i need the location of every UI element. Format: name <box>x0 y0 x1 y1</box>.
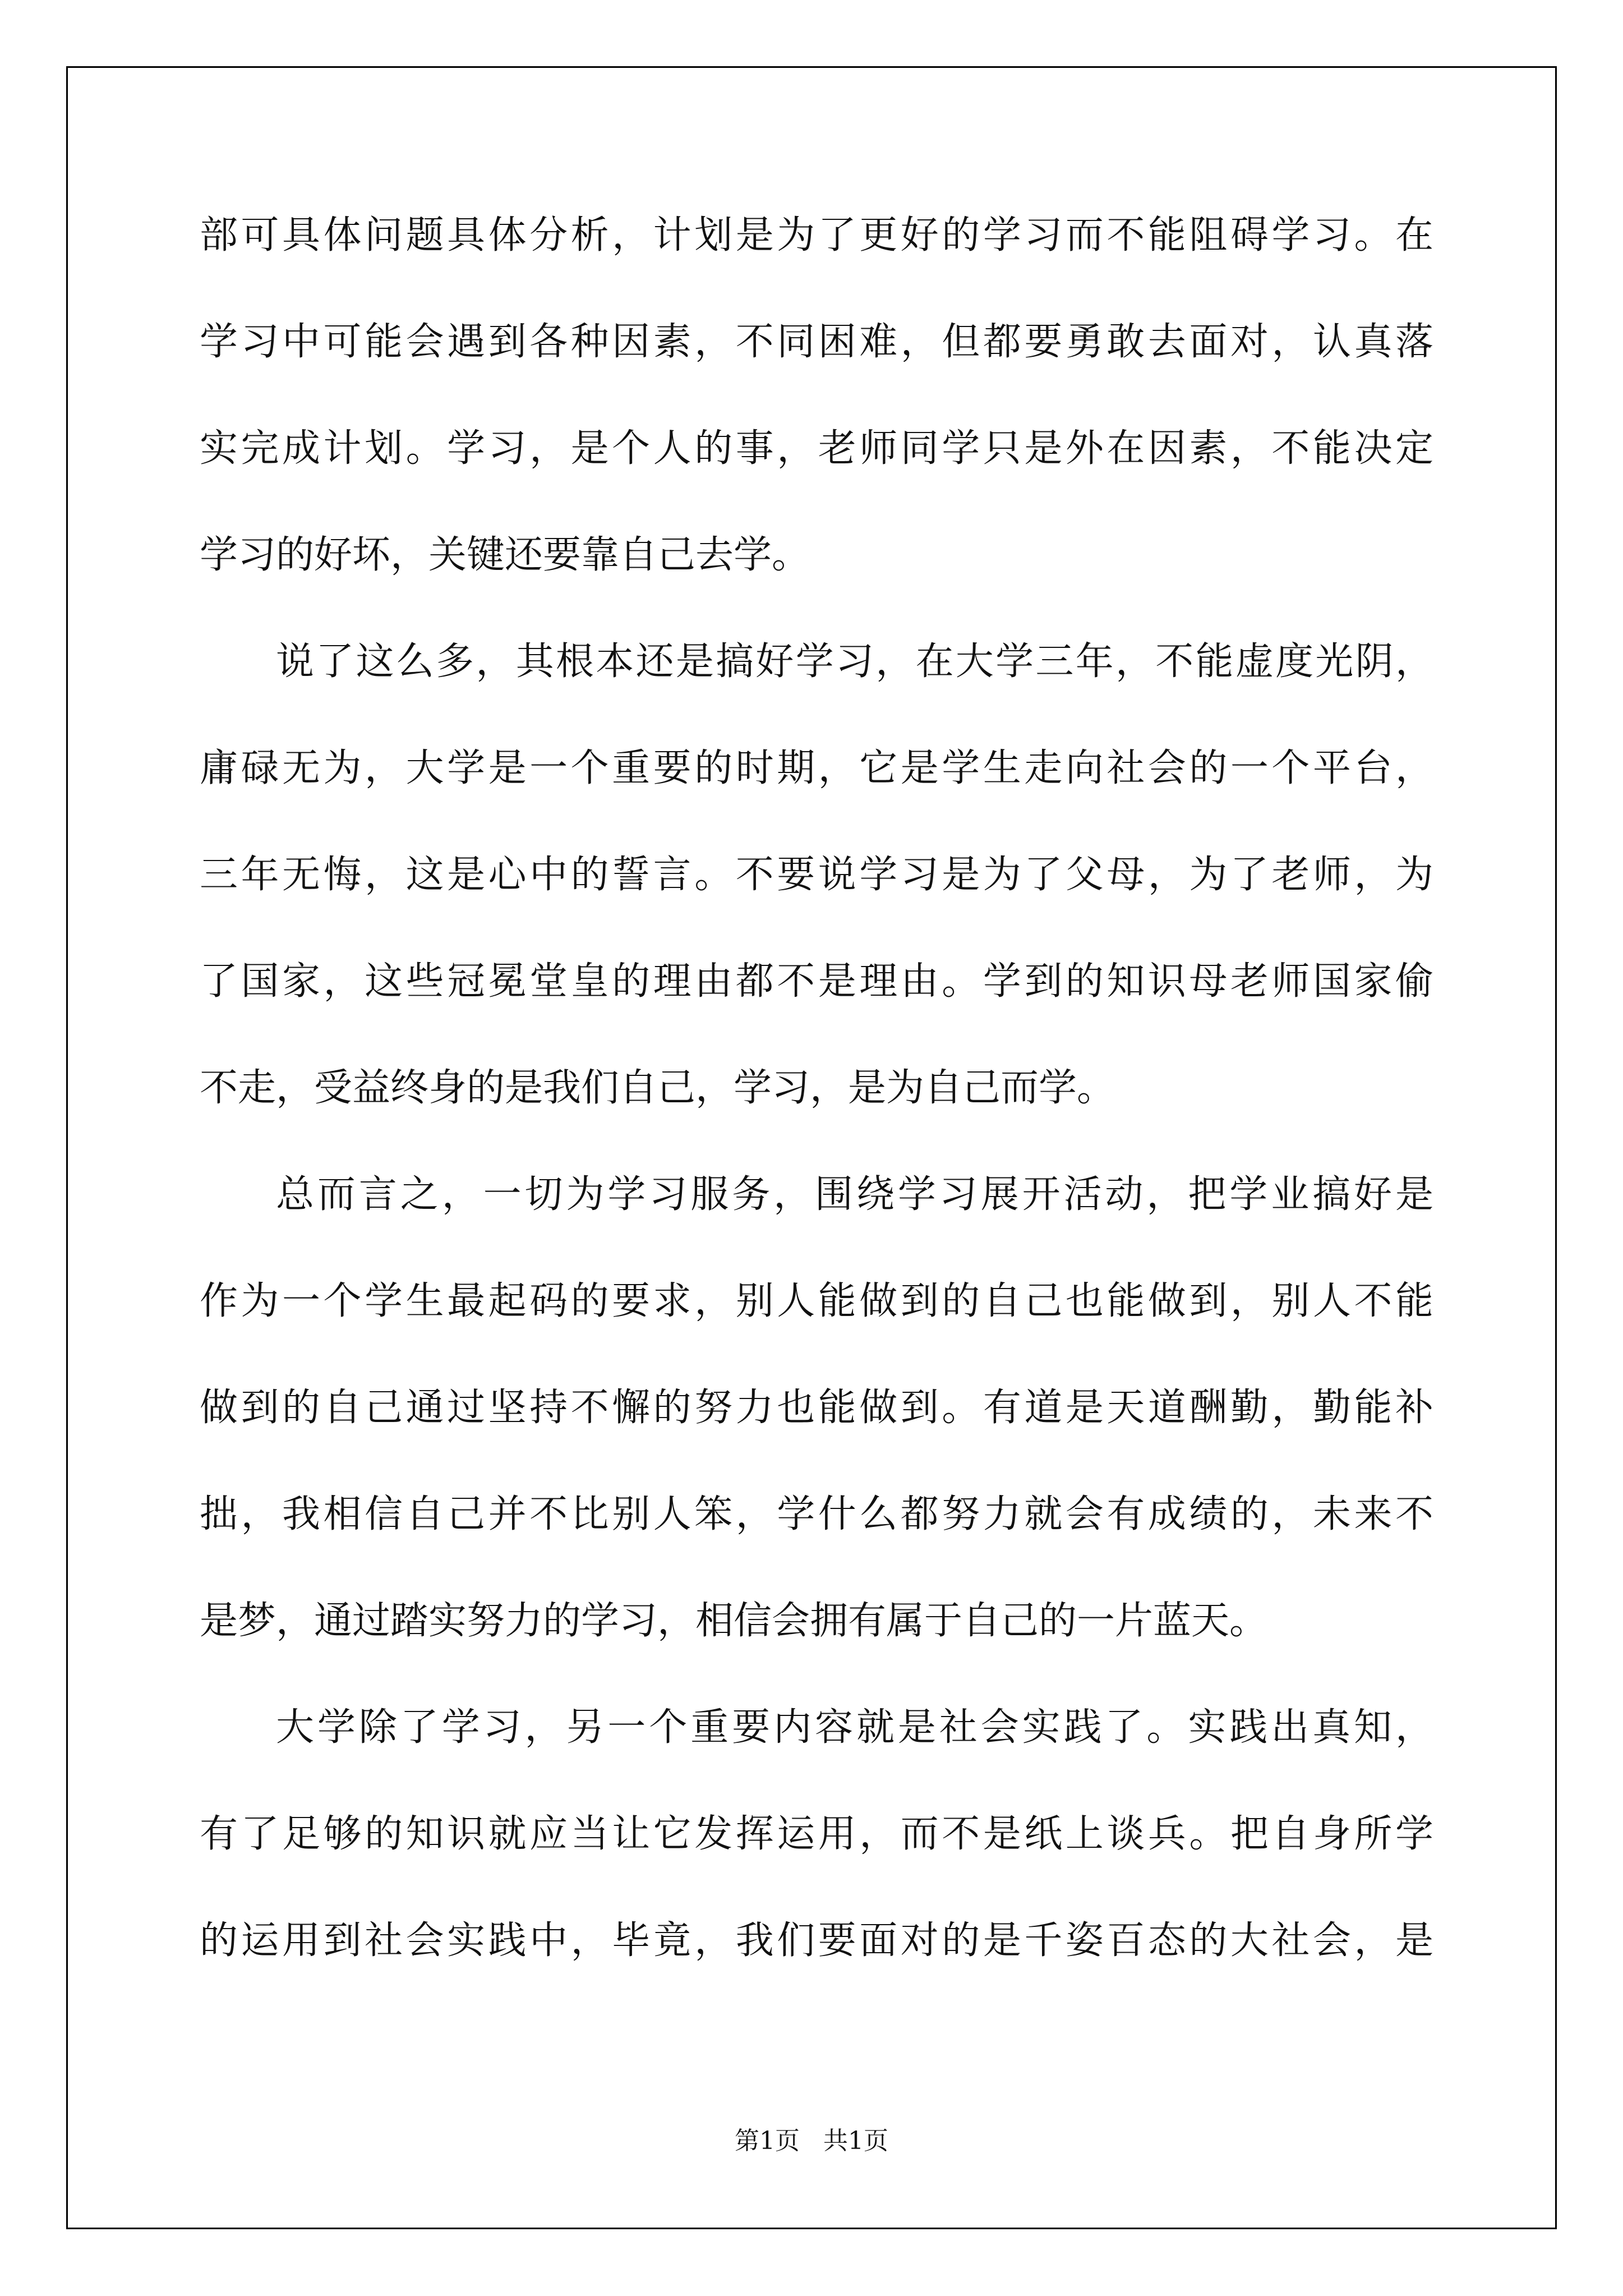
text-line: 三年无悔，这是心中的誓言。不要说学习是为了父母，为了老师，为 <box>200 853 1433 897</box>
text-line: 的运用到社会实践中，毕竟，我们要面对的是千姿百态的大社会，是 <box>200 1918 1433 1963</box>
text-line: 总而言之，一切为学习服务，围绕学习展开活动，把学业搞好是 <box>276 1172 1433 1217</box>
text-line: 有了足够的知识就应当让它发挥运用，而不是纸上谈兵。把自身所学 <box>200 1812 1433 1856</box>
text-line: 大学除了学习，另一个重要内容就是社会实践了。实践出真知， <box>276 1705 1433 1750</box>
text-line: 作为一个学生最起码的要求，别人能做到的自己也能做到，别人不能 <box>200 1279 1433 1323</box>
text-line: 拙，我相信自己并不比别人笨，学什么都努力就会有成绩的，未来不 <box>200 1492 1433 1536</box>
document-body <box>200 202 1433 2014</box>
text-line: 不走，受益终身的是我们自己，学习，是为自己而学。 <box>200 1066 1115 1110</box>
page-number-footer: 第1页 共1页 <box>735 2127 888 2155</box>
text-line: 部可具体问题具体分析，计划是为了更好的学习而不能阻碍学习。在 <box>200 213 1433 257</box>
text-line: 是梦，通过踏实努力的学习，相信会拥有属于自己的一片蓝天。 <box>200 1599 1268 1643</box>
text-line: 学习的好坏，关键还要靠自己去学。 <box>200 533 810 577</box>
text-line: 说了这么多，其根本还是搞好学习，在大学三年，不能虚度光阴， <box>276 639 1433 684</box>
text-line: 学习中可能会遇到各种因素，不同困难，但都要勇敢去面对，认真落 <box>200 320 1433 364</box>
text-line: 庸碌无为，大学是一个重要的时期，它是学生走向社会的一个平台， <box>200 746 1433 790</box>
text-line: 做到的自己通过坚持不懈的努力也能做到。有道是天道酬勤，勤能补 <box>200 1386 1433 1430</box>
text-line: 了国家，这些冠冕堂皇的理由都不是理由。学到的知识母老师国家偷 <box>200 959 1433 1004</box>
text-line: 实完成计划。学习，是个人的事，老师同学只是外在因素，不能决定 <box>200 426 1433 471</box>
